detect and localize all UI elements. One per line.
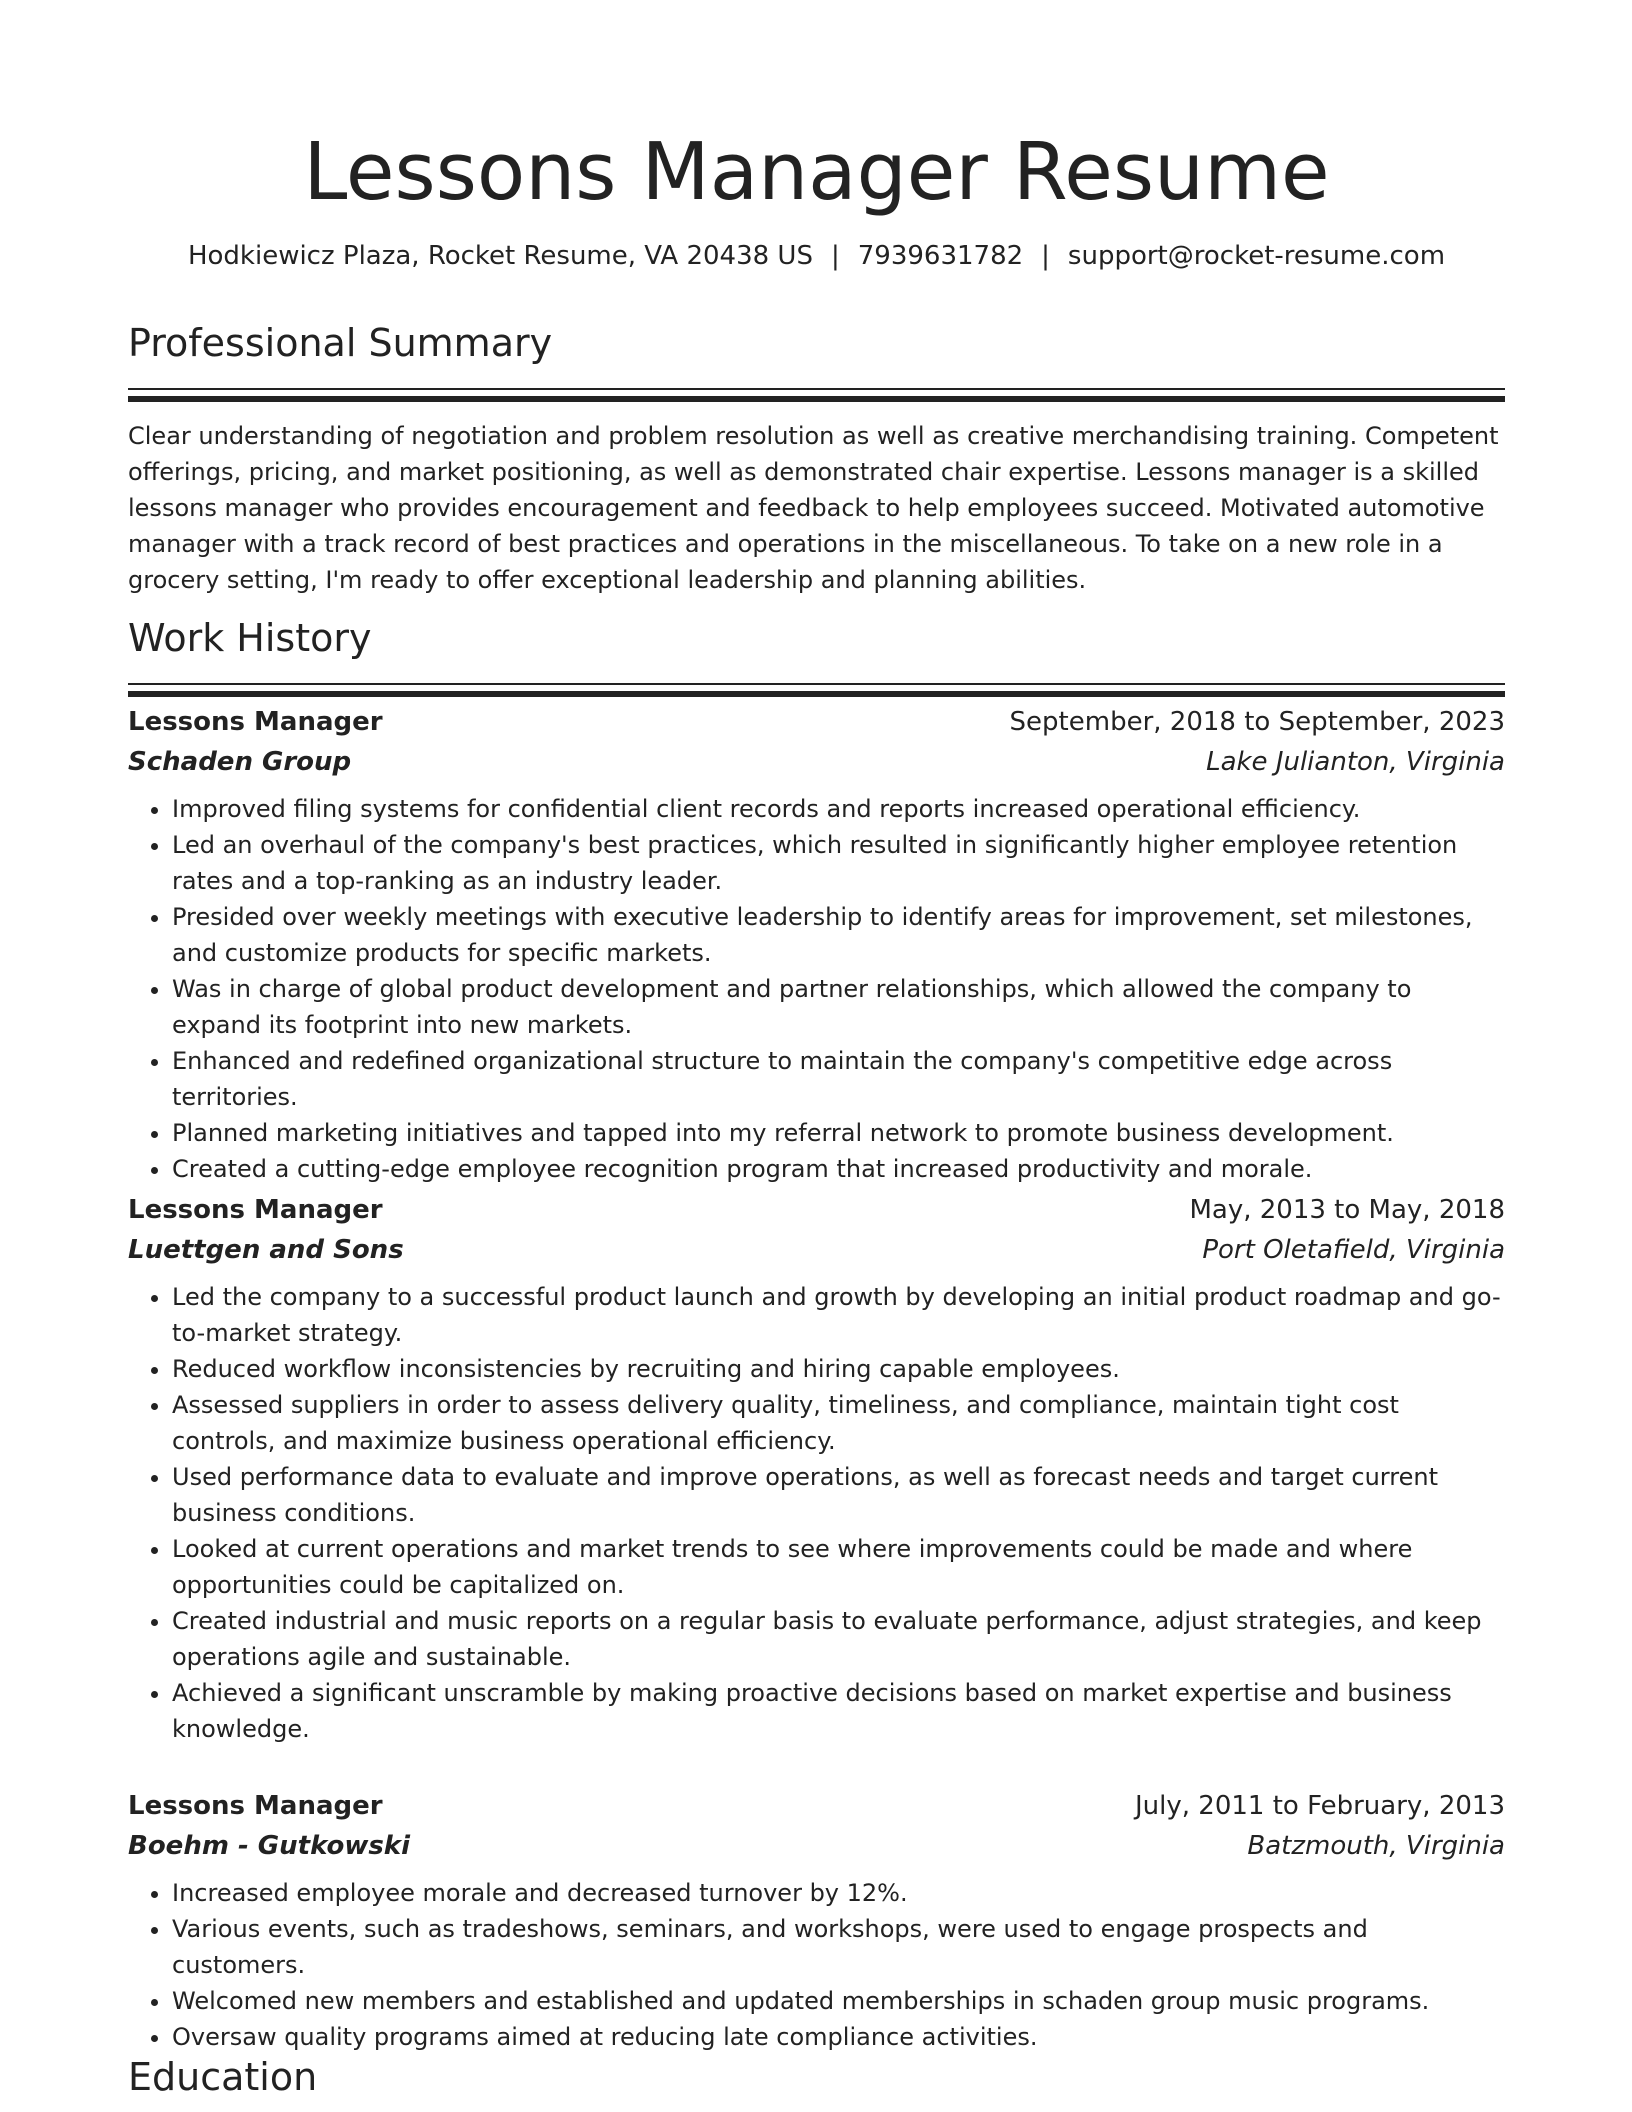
contact-email: support@rocket-resume.com — [1067, 241, 1446, 271]
job-company: Schaden Group — [128, 747, 352, 777]
job-dates: September, 2018 to September, 2023 — [1009, 707, 1505, 737]
job-title: Lessons Manager — [128, 707, 383, 737]
summary-heading: Professional Summary — [128, 321, 553, 365]
job-bullets — [128, 1875, 1505, 2055]
contact-separator: | — [830, 241, 840, 271]
list-item: • Looked at current operations and market trends to see where improvements could be made and where opportunities could be capitalized on. — [172, 1531, 1505, 1603]
section-divider — [128, 683, 1505, 685]
list-item: • Created a cutting-edge employee recognition program that increased productivity and morale. — [172, 1151, 1505, 1187]
list-item: • Assessed suppliers in order to assess delivery quality, timeliness, and compliance, maintain tight cost controls, and maximize business operational efficiency. — [172, 1387, 1505, 1459]
job-bullets — [128, 791, 1505, 1187]
list-item: • Achieved a significant unscramble by making proactive decisions based on market expertise and business knowledge. — [172, 1675, 1505, 1747]
list-item: • Oversaw quality programs aimed at reducing late compliance activities. — [172, 2019, 1505, 2055]
job-dates: July, 2011 to February, 2013 — [1135, 1791, 1505, 1821]
education-heading: Education — [128, 2055, 318, 2099]
job-header — [128, 703, 1505, 741]
job-location: Batzmouth, Virginia — [1247, 1831, 1505, 1861]
job-subheader — [128, 1827, 1505, 1865]
contact-line — [128, 236, 1505, 276]
job-company: Boehm - Gutkowski — [128, 1831, 411, 1861]
list-item: • Increased employee morale and decreased turnover by 12%. — [172, 1875, 1505, 1911]
contact-phone: 7939631782 — [857, 241, 1024, 271]
job-entry — [128, 1191, 1505, 1747]
job-title: Lessons Manager — [128, 1791, 383, 1821]
contact-address: Hodkiewicz Plaza, Rocket Resume, VA 20438 US — [187, 241, 813, 271]
section-divider-thick — [128, 396, 1505, 402]
job-header — [128, 1191, 1505, 1229]
list-item: • Various events, such as tradeshows, seminars, and workshops, were used to engage prospects and customers. — [172, 1911, 1505, 1983]
job-title: Lessons Manager — [128, 1195, 383, 1225]
section-divider — [128, 388, 1505, 390]
job-company: Luettgen and Sons — [128, 1235, 404, 1265]
job-subheader — [128, 1231, 1505, 1269]
list-item: • Led an overhaul of the company's best practices, which resulted in significantly higher employee retention rates and a top-ranking as an industry leader. — [172, 827, 1505, 899]
education-section — [128, 2052, 1505, 2102]
page-title: Lessons Manager Resume — [303, 126, 1330, 218]
contact-separator: | — [1041, 241, 1050, 271]
summary-text: Clear understanding of negotiation and problem resolution as well as creative merchandising training. Competent offerings, pricing, and market positioning, as well as demonstrated chair expertise. Lessons manager is a skilled lessons manager who provides encouragement and feedback to help employees succeed. Motivated automotive manager with a track record of best practices and operations in the miscellaneous. To take on a new role in a grocery setting, I'm ready to offer exceptional leadership and planning abilities. — [128, 422, 1499, 594]
list-item: • Improved filing systems for confidential client records and reports increased operational efficiency. — [172, 791, 1505, 827]
summary-section — [128, 318, 1505, 598]
list-item: • Was in charge of global product development and partner relationships, which allowed the company to expand its footprint into new markets. — [172, 971, 1505, 1043]
list-item: • Reduced workflow inconsistencies by recruiting and hiring capable employees. — [172, 1351, 1505, 1387]
list-item: • Led the company to a successful product launch and growth by developing an initial product roadmap and go-to-market strategy. — [172, 1279, 1505, 1351]
section-divider-thick — [128, 691, 1505, 697]
work-history-section — [128, 613, 1505, 697]
job-entry — [128, 703, 1505, 1187]
list-item: • Used performance data to evaluate and improve operations, as well as forecast needs and target current business conditions. — [172, 1459, 1505, 1531]
list-item: • Presided over weekly meetings with executive leadership to identify areas for improvement, set milestones, and customize products for specific markets. — [172, 899, 1505, 971]
job-location: Lake Julianton, Virginia — [1206, 747, 1505, 777]
job-entry — [128, 1787, 1505, 2055]
job-subheader — [128, 743, 1505, 781]
work-history-heading: Work History — [128, 616, 372, 660]
job-bullets — [128, 1279, 1505, 1747]
list-item: • Planned marketing initiatives and tapped into my referral network to promote business development. — [172, 1115, 1505, 1151]
job-location: Port Oletafield, Virginia — [1202, 1235, 1505, 1265]
list-item: • Enhanced and redefined organizational structure to maintain the company's competitive edge across territories. — [172, 1043, 1505, 1115]
job-header — [128, 1787, 1505, 1825]
list-item: • Welcomed new members and established and updated memberships in schaden group music programs. — [172, 1983, 1505, 2019]
list-item: • Created industrial and music reports on a regular basis to evaluate performance, adjust strategies, and keep operations agile and sustainable. — [172, 1603, 1505, 1675]
job-dates: May, 2013 to May, 2018 — [1189, 1195, 1505, 1225]
